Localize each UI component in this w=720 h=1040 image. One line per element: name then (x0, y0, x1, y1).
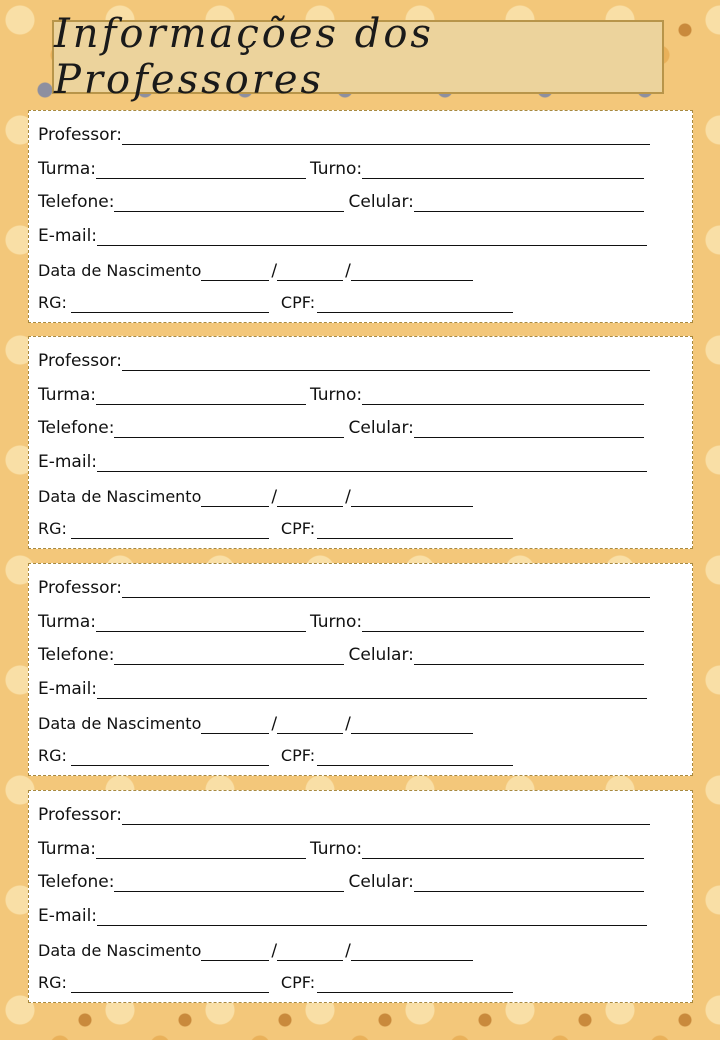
rg-field[interactable] (71, 294, 269, 313)
telefone-field[interactable] (114, 193, 344, 212)
email-label: E-mail: (38, 452, 98, 472)
row-rg-cpf (38, 742, 517, 766)
row-professor (38, 121, 654, 145)
turma-label: Turma: (38, 612, 96, 632)
celular-label: Celular: (348, 192, 414, 212)
turno-label: Turno: (309, 839, 363, 859)
birth-day-field[interactable] (201, 942, 269, 961)
row-telefone-celular (38, 641, 648, 665)
celular-field[interactable] (414, 873, 644, 892)
birth-year-field[interactable] (351, 715, 473, 734)
date-separator: / (271, 261, 278, 281)
date-separator: / (271, 487, 278, 507)
date-separator: / (271, 941, 278, 961)
cpf-field[interactable] (317, 974, 513, 993)
turma-field[interactable] (96, 386, 306, 405)
turno-field[interactable] (362, 386, 644, 405)
cpf-label: CPF: (280, 973, 316, 992)
teacher-card (28, 563, 693, 776)
cpf-label: CPF: (280, 746, 316, 765)
row-rg-cpf (38, 515, 517, 539)
professor-label: Professor: (38, 351, 122, 371)
celular-label: Celular: (348, 645, 414, 665)
date-separator: / (345, 261, 351, 281)
nascimento-label: Data de Nascimento (38, 487, 202, 506)
row-telefone-celular (38, 188, 648, 212)
email-field[interactable] (97, 453, 647, 472)
celular-label: Celular: (348, 418, 414, 438)
row-nascimento (38, 710, 477, 734)
birth-month-field[interactable] (277, 715, 343, 734)
rg-label: RG: (38, 519, 67, 538)
email-field[interactable] (97, 227, 647, 246)
telefone-label: Telefone: (38, 872, 115, 892)
telefone-field[interactable] (114, 873, 344, 892)
row-turma-turno (38, 835, 648, 859)
professor-field[interactable] (122, 126, 650, 145)
rg-label: RG: (38, 973, 67, 992)
turno-label: Turno: (309, 385, 363, 405)
celular-field[interactable] (414, 193, 644, 212)
rg-field[interactable] (71, 520, 269, 539)
telefone-field[interactable] (114, 419, 344, 438)
telefone-label: Telefone: (38, 192, 115, 212)
row-professor (38, 347, 654, 371)
row-rg-cpf (38, 969, 517, 993)
row-professor (38, 801, 654, 825)
row-rg-cpf (38, 289, 517, 313)
cpf-label: CPF: (280, 293, 316, 312)
title-banner (52, 11, 664, 103)
telefone-label: Telefone: (38, 645, 115, 665)
nascimento-label: Data de Nascimento (38, 941, 202, 960)
email-field[interactable] (97, 680, 647, 699)
professor-label: Professor: (38, 125, 122, 145)
turno-field[interactable] (362, 840, 644, 859)
turno-field[interactable] (362, 613, 644, 632)
cpf-field[interactable] (317, 520, 513, 539)
telefone-field[interactable] (114, 646, 344, 665)
teacher-card (28, 336, 693, 549)
birth-month-field[interactable] (277, 942, 343, 961)
rg-field[interactable] (71, 747, 269, 766)
row-turma-turno (38, 608, 648, 632)
birth-day-field[interactable] (201, 715, 269, 734)
professor-field[interactable] (122, 579, 650, 598)
cpf-field[interactable] (317, 747, 513, 766)
turma-label: Turma: (38, 385, 96, 405)
birth-month-field[interactable] (277, 488, 343, 507)
celular-field[interactable] (414, 646, 644, 665)
birth-day-field[interactable] (201, 262, 269, 281)
teacher-card (28, 790, 693, 1003)
turma-label: Turma: (38, 159, 96, 179)
nascimento-label: Data de Nascimento (38, 261, 202, 280)
turma-label: Turma: (38, 839, 96, 859)
row-email (38, 902, 651, 926)
celular-label: Celular: (348, 872, 414, 892)
row-email (38, 448, 651, 472)
date-separator: / (345, 941, 351, 961)
rg-field[interactable] (71, 974, 269, 993)
birth-year-field[interactable] (351, 942, 473, 961)
turno-label: Turno: (309, 612, 363, 632)
telefone-label: Telefone: (38, 418, 115, 438)
email-label: E-mail: (38, 679, 98, 699)
email-label: E-mail: (38, 226, 98, 246)
birth-day-field[interactable] (201, 488, 269, 507)
celular-field[interactable] (414, 419, 644, 438)
professor-field[interactable] (122, 806, 650, 825)
date-separator: / (271, 714, 278, 734)
row-nascimento (38, 483, 477, 507)
row-nascimento (38, 257, 477, 281)
rg-label: RG: (38, 293, 67, 312)
turno-field[interactable] (362, 160, 644, 179)
row-turma-turno (38, 155, 648, 179)
turma-field[interactable] (96, 613, 306, 632)
row-nascimento (38, 937, 477, 961)
page-title: Informações dos Professores (54, 11, 434, 103)
row-telefone-celular (38, 868, 648, 892)
row-professor (38, 574, 654, 598)
rg-label: RG: (38, 746, 67, 765)
nascimento-label: Data de Nascimento (38, 714, 202, 733)
cpf-field[interactable] (317, 294, 513, 313)
teacher-card (28, 110, 693, 323)
professor-label: Professor: (38, 805, 122, 825)
cpf-label: CPF: (280, 519, 316, 538)
birth-year-field[interactable] (351, 262, 473, 281)
row-email (38, 675, 651, 699)
turno-label: Turno: (309, 159, 363, 179)
turma-field[interactable] (96, 160, 306, 179)
birth-year-field[interactable] (351, 488, 473, 507)
turma-field[interactable] (96, 840, 306, 859)
email-label: E-mail: (38, 906, 98, 926)
row-turma-turno (38, 381, 648, 405)
professor-label: Professor: (38, 578, 122, 598)
date-separator: / (345, 714, 351, 734)
professor-field[interactable] (122, 352, 650, 371)
email-field[interactable] (97, 907, 647, 926)
row-telefone-celular (38, 414, 648, 438)
row-email (38, 222, 651, 246)
date-separator: / (345, 487, 351, 507)
birth-month-field[interactable] (277, 262, 343, 281)
